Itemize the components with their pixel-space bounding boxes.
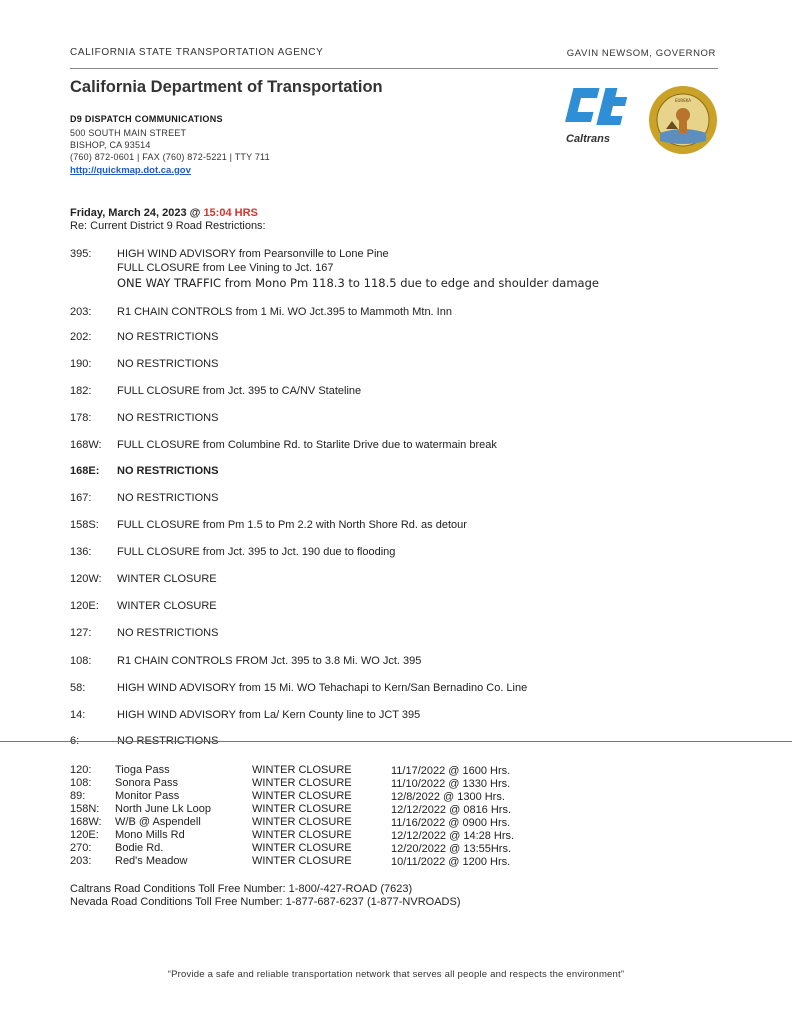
restriction-text: R1 CHAIN CONTROLS FROM Jct. 395 to 3.8 Mi. WO Jct. 395 [117,655,422,667]
closure-name: Mono Mills Rd [115,829,185,841]
route-number: 395: [70,248,92,260]
restriction-text: HIGH WIND ADVISORY from Pearsonville to Lone Pine [117,248,389,260]
closure-status: WINTER CLOSURE [252,803,352,815]
closure-status: WINTER CLOSURE [252,816,352,828]
closure-name: Monitor Pass [115,790,180,802]
closure-date: 11/17/2022 @ 1600 Hrs. [391,765,511,777]
closure-name: W/B @ Aspendell [115,816,201,828]
closure-route: 203: [70,855,92,867]
closure-route: 168W: [70,816,102,828]
restriction-text: R1 CHAIN CONTROLS from 1 Mi. WO Jct.395 to Mammoth Mtn. Inn [117,306,452,318]
closure-status: WINTER CLOSURE [252,829,352,841]
department-title: California Department of Transportation [70,78,383,96]
closure-name: Sonora Pass [115,777,178,789]
closure-date: 11/10/2022 @ 1330 Hrs. [391,778,511,790]
route-number: 203: [70,306,92,318]
governor-name: GAVIN NEWSOM, GOVERNOR [566,48,716,59]
header-divider [70,68,718,69]
restriction-text: FULL CLOSURE from Jct. 395 to CA/NV Stateline [117,385,362,397]
closure-date: 11/16/2022 @ 0900 Hrs. [391,817,511,829]
closure-status: WINTER CLOSURE [252,764,352,776]
street-address: 500 SOUTH MAIN STREET [70,128,187,138]
restriction-text: FULL CLOSURE from Pm 1.5 to Pm 2.2 with North Shore Rd. as detour [117,519,467,531]
route-number: 136: [70,546,92,558]
closure-name: North June Lk Loop [115,803,212,815]
city-address: BISHOP, CA 93514 [70,140,151,150]
state-seal-icon [648,85,718,155]
closure-date: 10/11/2022 @ 1200 Hrs. [391,856,511,868]
closure-date: 12/20/2022 @ 13:55Hrs. [391,843,512,855]
agency-name: CALIFORNIA STATE TRANSPORTATION AGENCY [70,47,324,58]
restriction-text: HIGH WIND ADVISORY from 15 Mi. WO Tehachapi to Kern/San Bernadino Co. Line [117,682,528,694]
restriction-text: NO RESTRICTIONS [117,465,219,477]
quickmap-link[interactable]: http://quickmap.dot.ca.gov [70,165,191,176]
caltrans-logo [552,86,632,148]
closure-route: 89: [70,790,86,802]
mission-statement: “Provide a safe and reliable transportation network that serves all people and respects the environment” [167,969,625,980]
restriction-text: NO RESTRICTIONS [117,627,219,639]
restriction-text: FULL CLOSURE from Columbine Rd. to Starlite Drive due to watermain break [117,439,497,451]
route-number: 190: [70,358,92,370]
closure-route: 120: [70,764,92,776]
route-number: 158S: [70,519,99,531]
route-number: 14: [70,709,86,721]
caltrans-logo-text: Caltrans [566,133,611,145]
caltrans-toll-free: Caltrans Road Conditions Toll Free Number: 1-800/-427-ROAD (7623) [70,883,413,895]
closure-route: 270: [70,842,92,854]
restriction-text: NO RESTRICTIONS [117,735,219,747]
phone-numbers: (760) 872-0601 | FAX (760) 872-5221 | TTY 711 [70,152,270,162]
nevada-toll-free: Nevada Road Conditions Toll Free Number: 1-877-687-6237 (1-877-NVROADS) [70,896,461,908]
restriction-text: FULL CLOSURE from Jct. 395 to Jct. 190 due to flooding [117,546,396,558]
closure-date: 12/12/2022 @ 14:28 Hrs. [391,830,515,842]
closure-status: WINTER CLOSURE [252,855,352,867]
closure-name: Red's Meadow [115,855,188,867]
report-date [70,207,258,219]
route-number: 108: [70,655,92,667]
restriction-text: NO RESTRICTIONS [117,331,219,343]
closure-route: 158N: [70,803,100,815]
route-number: 127: [70,627,92,639]
closure-status: WINTER CLOSURE [252,842,352,854]
restriction-text: NO RESTRICTIONS [117,358,219,370]
restriction-text: FULL CLOSURE from Lee Vining to Jct. 167 [117,262,334,274]
closure-name: Tioga Pass [115,764,170,776]
closure-date: 12/12/2022 @ 0816 Hrs. [391,804,512,816]
route-number: 120E: [70,600,99,612]
route-number: 120W: [70,573,102,585]
seal-motto: EUREKA [674,98,692,103]
closure-route: 108: [70,777,92,789]
office-name: D9 DISPATCH COMMUNICATIONS [70,114,223,124]
report-time: 15:04 HRS [203,207,258,219]
restriction-text: WINTER CLOSURE [117,573,217,585]
report-subject: Re: Current District 9 Road Restrictions: [70,220,266,232]
route-number: 167: [70,492,92,504]
restriction-text: ONE WAY TRAFFIC from Mono Pm 118.3 to 118.5 due to edge and shoulder damage [117,276,599,290]
route-number: 58: [70,682,86,694]
restriction-text: NO RESTRICTIONS [117,412,219,424]
route-number: 182: [70,385,92,397]
closure-status: WINTER CLOSURE [252,777,352,789]
restriction-text: HIGH WIND ADVISORY from La/ Kern County line to JCT 395 [117,709,421,721]
closure-date: 12/8/2022 @ 1300 Hrs. [391,791,505,803]
closure-route: 120E: [70,829,99,841]
route-number: 168E: [70,465,100,477]
route-number: 168W: [70,439,102,451]
restriction-text: NO RESTRICTIONS [117,492,219,504]
restriction-text: WINTER CLOSURE [117,600,217,612]
strike-through-line [0,741,792,742]
closure-name: Bodie Rd. [115,842,164,854]
route-number: 6: [70,735,80,747]
closure-status: WINTER CLOSURE [252,790,352,802]
route-number: 178: [70,412,92,424]
route-number: 202: [70,331,92,343]
report-date-text: Friday, March 24, 2023 @ [70,207,201,219]
